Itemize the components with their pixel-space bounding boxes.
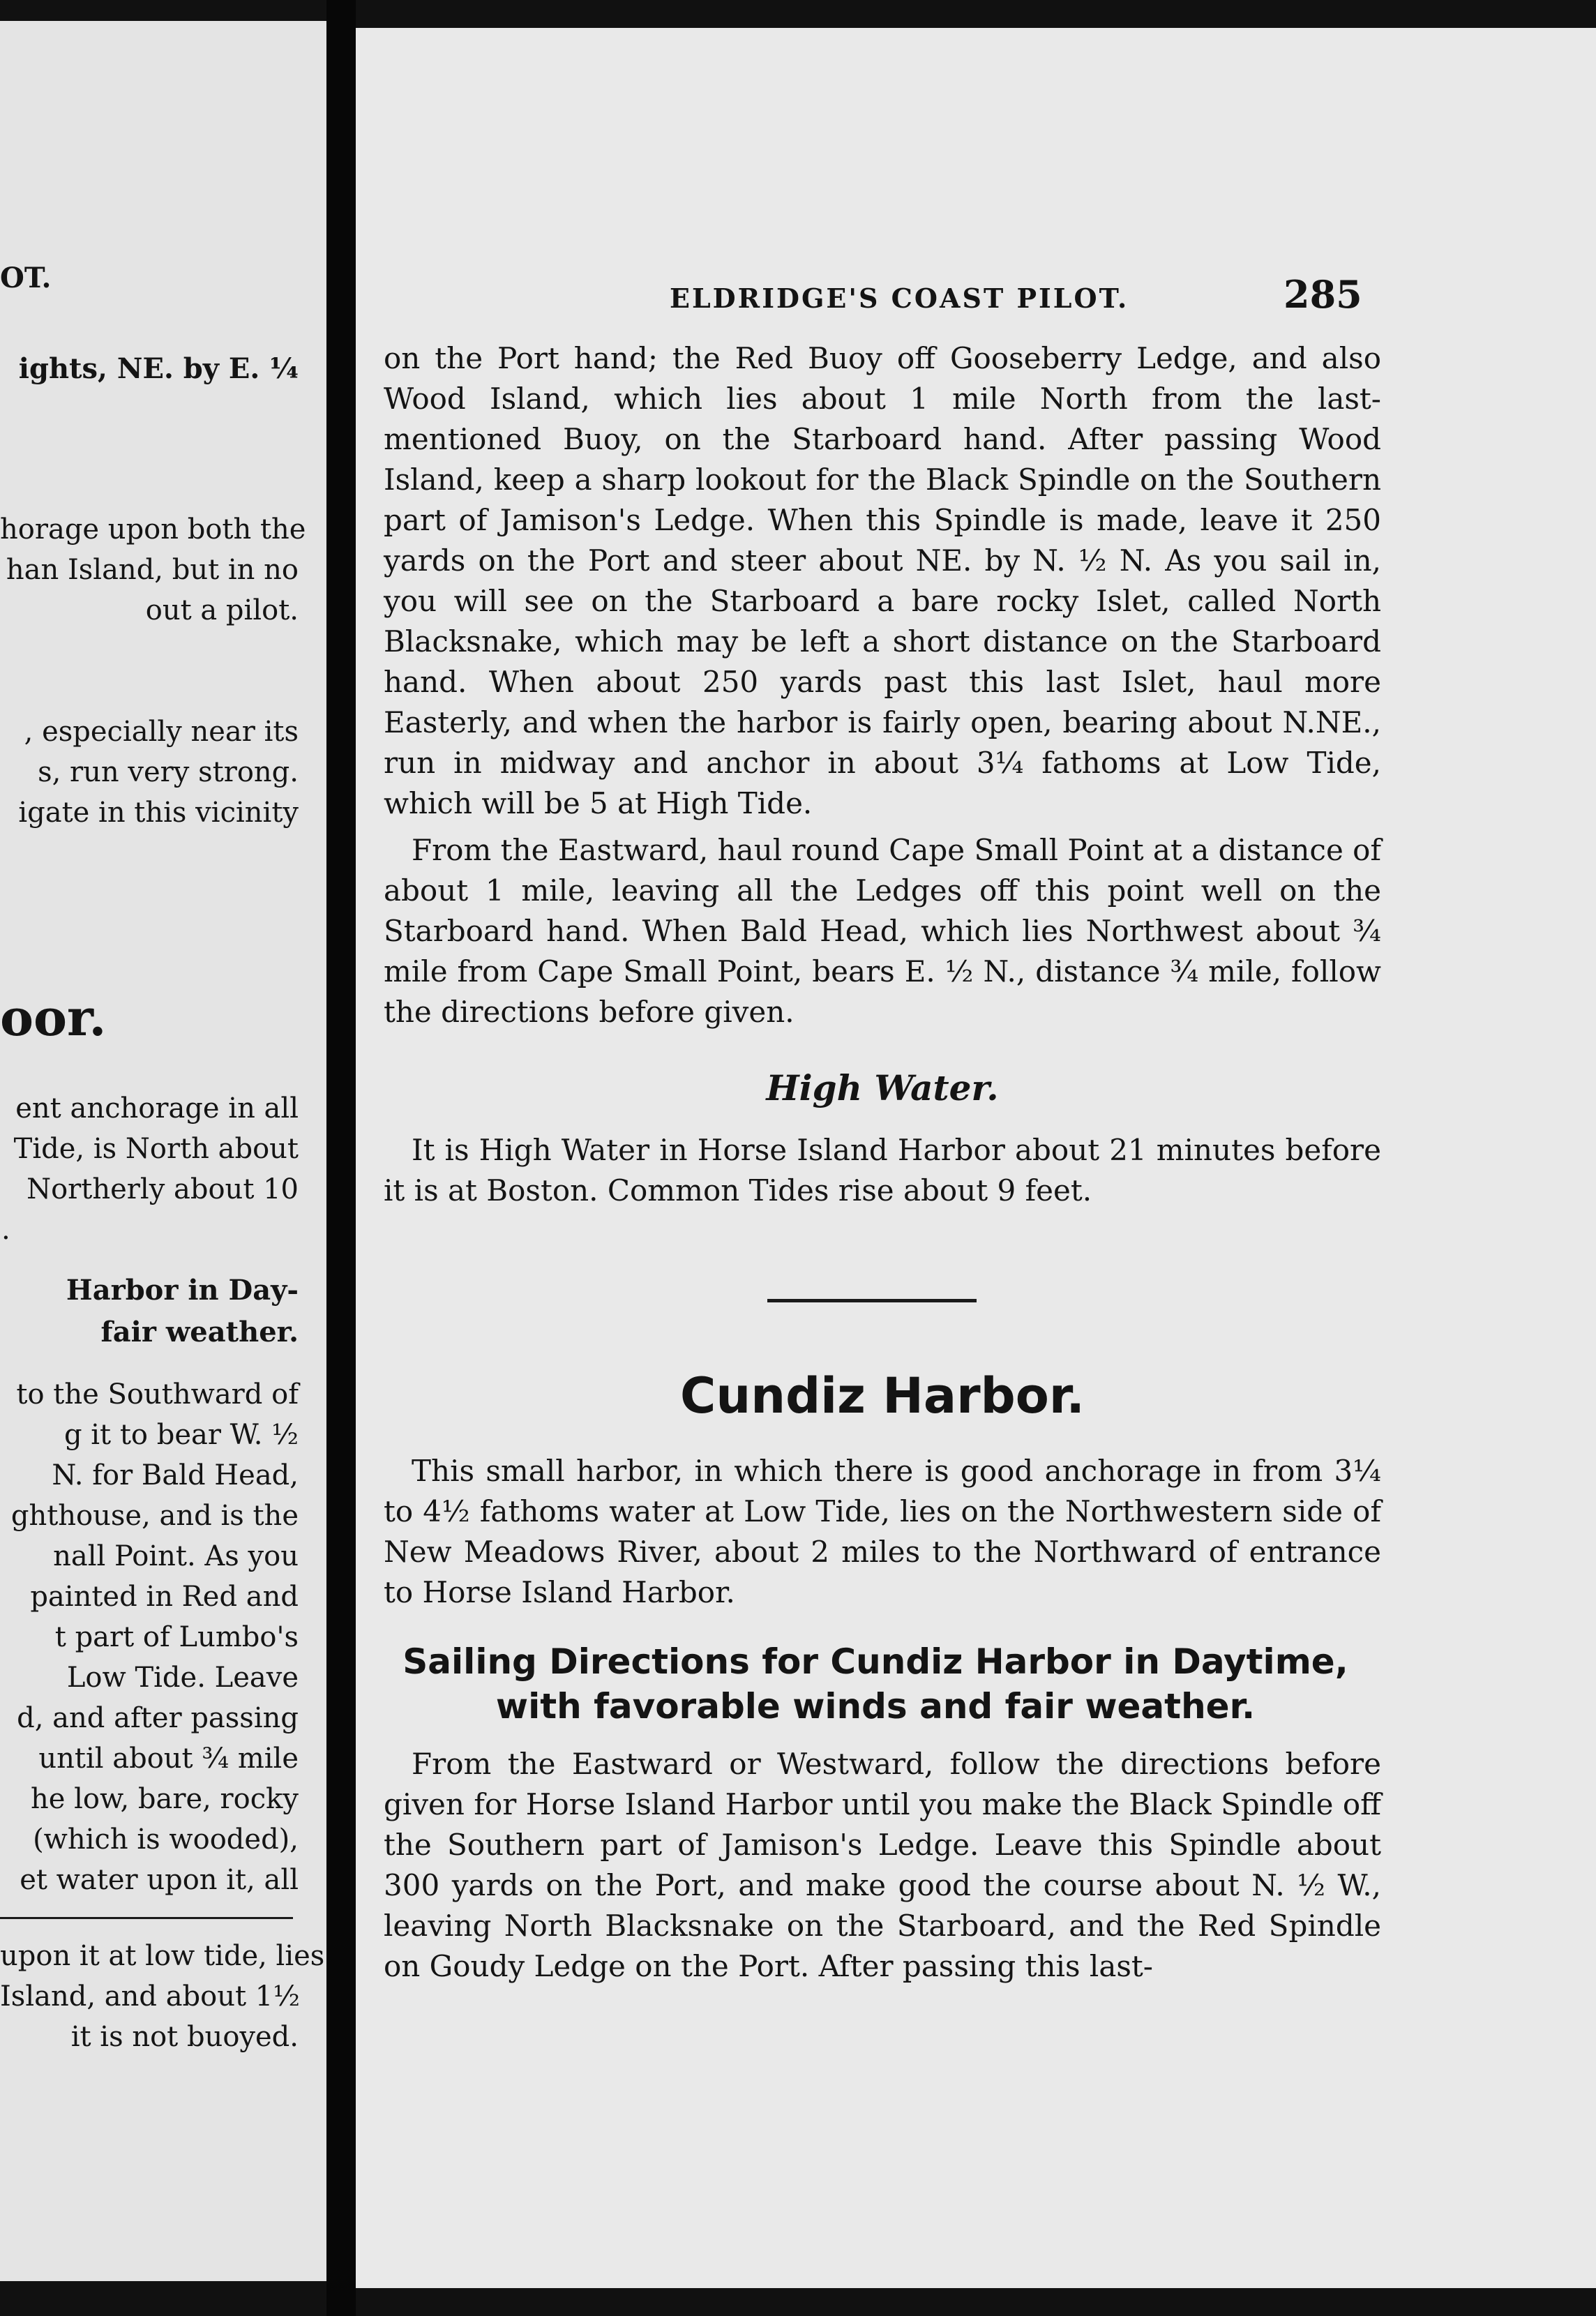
left-line: Tide, is North about bbox=[13, 1133, 299, 1165]
left-subheading bbox=[0, 1270, 326, 1353]
page-number: 285 bbox=[1283, 272, 1362, 317]
left-line: t part of Lumbo's bbox=[54, 1621, 299, 1653]
left-line: (which is wooded), bbox=[33, 1824, 299, 1856]
left-subheading-line: Harbor in Day- bbox=[66, 1274, 299, 1307]
right-page bbox=[356, 28, 1596, 2288]
left-line: igate in this vicinity bbox=[18, 797, 299, 829]
running-head: ELDRIDGE'S COAST PILOT. bbox=[670, 283, 1129, 314]
left-lines-e bbox=[0, 1374, 326, 1900]
left-footnote-line: upon it at low tide, lies bbox=[0, 1940, 325, 1972]
left-footnote-rule bbox=[0, 1917, 293, 1919]
sailing-heading-line-2: with favorable winds and fair weather. bbox=[495, 1686, 1256, 1727]
left-line: . bbox=[1, 1214, 10, 1246]
left-line: Northerly about 10 bbox=[27, 1173, 299, 1205]
left-lines-d bbox=[0, 1088, 326, 1250]
left-line: Low Tide. Leave bbox=[66, 1662, 299, 1694]
left-heading-fragment: oor. bbox=[0, 988, 107, 1047]
left-lines-b bbox=[0, 509, 326, 631]
left-line: painted in Red and bbox=[30, 1581, 299, 1613]
section-title: Cundiz Harbor. bbox=[680, 1367, 1085, 1424]
left-header-fragment: OT. bbox=[0, 262, 52, 294]
high-water-heading: High Water. bbox=[766, 1067, 999, 1108]
left-footnote-line: Island, and about 1½ bbox=[0, 1980, 300, 2013]
paragraph-4 bbox=[384, 1451, 1381, 1613]
sailing-heading-line-1: Sailing Directions for Cundiz Harbor in Daytime, bbox=[402, 1641, 1348, 1682]
section-divider bbox=[767, 1299, 977, 1302]
left-line: , especially near its bbox=[24, 716, 299, 748]
sailing-directions-heading bbox=[370, 1639, 1381, 1729]
left-line: out a pilot. bbox=[145, 594, 299, 626]
left-line: until about ¾ mile bbox=[38, 1743, 299, 1775]
left-line: N. for Bald Head, bbox=[52, 1459, 299, 1491]
left-line: g it to bear W. ½ bbox=[63, 1419, 299, 1451]
left-line: han Island, but in no bbox=[6, 554, 299, 586]
left-footnote-line: it is not buoyed. bbox=[70, 2021, 299, 2053]
left-line: ights, NE. by E. ¼ bbox=[18, 352, 299, 385]
left-line: et water upon it, all bbox=[20, 1864, 299, 1896]
left-page bbox=[0, 21, 326, 2281]
left-line: ent anchorage in all bbox=[15, 1092, 299, 1125]
paragraph-4-text: This small harbor, in which there is good anchorage in from 3¼ to 4½ fathoms water at Low Tide, lies on the Northwestern side of New Meadows River, about 2 miles to the Northward of entrance to Horse Island Harbor. bbox=[384, 1454, 1381, 1609]
left-footnote bbox=[0, 1936, 326, 2057]
paragraph-2-text: From the Eastward, haul round Cape Small Point at a distance of about 1 mile, leaving all the Ledges off this point well on the Starboard hand. When Bald Head, which lies Northwest about ¾ mile from Cape Small Point, bears E. ½ N., distance ¾ mile, follow the directions before given. bbox=[384, 833, 1381, 1029]
left-line: he low, bare, rocky bbox=[30, 1783, 299, 1815]
left-line: s, run very strong. bbox=[38, 756, 299, 788]
paragraph-1-text: on the Port hand; the Red Buoy off Gooseberry Ledge, and also Wood Island, which lies about 1 mile North from the last-mentioned Buoy, on the Starboard hand. After passing Wood Island, keep a sharp lookout for the Black Spindle on the Southern part of Jamison's Ledge. When this Spindle is made, leave it 250 yards on the Port and steer about NE. by N. ½ N. As you sail in, you will see on the Starboard a bare rocky Islet, called North Blacksnake, which may be left a short distance on the Starboard hand. When about 250 yards past this last Islet, haul more Easterly, and when the harbor is fairly open, bearing about N.NE., run in midway and anchor in about 3¼ fathoms at Low Tide, which will be 5 at High Tide. bbox=[384, 341, 1381, 820]
left-lines-c bbox=[0, 712, 326, 833]
paragraph-3-text: It is High Water in Horse Island Harbor about 21 minutes before it is at Boston. Common Tides rise about 9 feet. bbox=[384, 1133, 1381, 1208]
paragraph-5 bbox=[384, 1744, 1381, 1987]
paragraph-1 bbox=[384, 338, 1381, 824]
left-line: nall Point. As you bbox=[53, 1540, 299, 1572]
paragraph-5-text: From the Eastward or Westward, follow the directions before given for Horse Island Harbor until you make the Black Spindle off the Southern part of Jamison's Ledge. Leave this Spindle about 300 yards on the Port, and make good the course about N. ½ W., leaving North Blacksnake on the Starboard, and the Red Spindle on Goudy Ledge on the Port. After passing this last- bbox=[384, 1747, 1381, 1983]
paragraph-2 bbox=[384, 830, 1381, 1032]
left-line: to the Southward of bbox=[16, 1378, 299, 1411]
left-line: d, and after passing bbox=[17, 1702, 299, 1734]
left-line: horage upon both the bbox=[0, 513, 306, 546]
left-subheading-line: fair weather. bbox=[100, 1316, 299, 1348]
left-lines-a bbox=[0, 349, 326, 389]
left-line: ghthouse, and is the bbox=[10, 1500, 299, 1532]
book-gutter bbox=[326, 0, 356, 2316]
paragraph-3 bbox=[384, 1130, 1381, 1211]
